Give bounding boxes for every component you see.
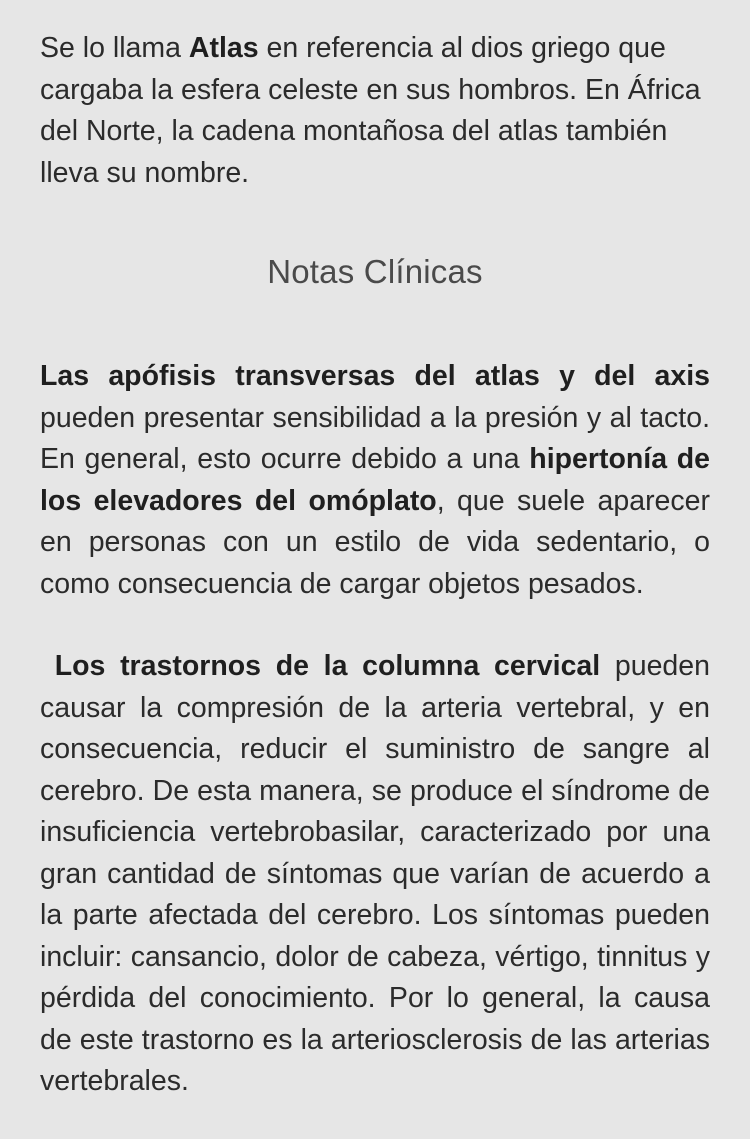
intro-text-2: en referencia al dios griego que cargaba la esfera celeste en sus hombros. En África del Norte, la cadena montañosa del atlas también lleva su nombre.	[40, 32, 701, 189]
transverse-text-2: , que suele aparecer en personas con un estilo de vida sedentario, o como consecuencia de cargar objetos pesados.	[40, 484, 710, 600]
hypertonia-term: hipertonía de los elevadores del omóplato	[40, 443, 710, 517]
atlas-term: Atlas	[188, 32, 259, 64]
clinical-note-cervical-disorders	[40, 646, 710, 1103]
transverse-text-1: pueden presentar sensibilidad a la presión y al tacto. En general, esto ocurre debido a una	[40, 401, 710, 475]
clinical-note-transverse-processes	[40, 356, 710, 605]
intro-text-1: Se lo llama	[40, 32, 189, 64]
transverse-processes-term: Las apófisis transversas del atlas y del axis	[40, 360, 710, 392]
cervical-text-1: pueden causar la compresión de la arteria vertebral, y en consecuencia, reducir el suministro de sangre al cerebro. De esta manera, se produce el síndrome de insuficiencia vertebrobasilar, caracterizado por una gran cantidad de síntomas que varían de acuerdo a la parte afectada del cerebro. Los síntomas pueden incluir: cansancio, dolor de cabeza, vértigo, tinnitus y pérdida del conocimiento. Por lo general, la causa de este trastorno es la arteriosclerosis de las arterias vertebrales.	[40, 650, 710, 1097]
intro-paragraph	[40, 28, 710, 194]
section-title: Notas Clínicas	[267, 253, 483, 290]
cervical-disorders-term: Los trastornos de la columna cervical	[54, 650, 601, 682]
